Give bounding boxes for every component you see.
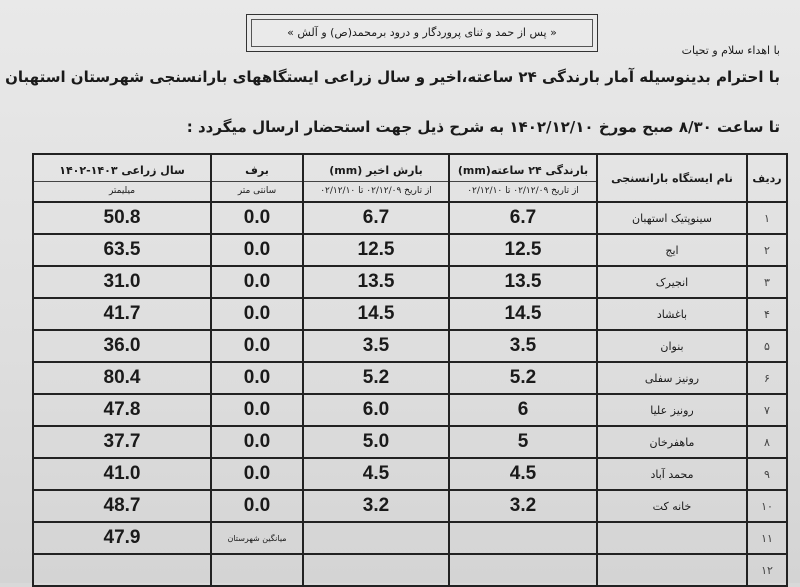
snow-title: برف bbox=[212, 160, 302, 182]
recent-rain-value-cell: 5.2 bbox=[303, 362, 449, 394]
table-row bbox=[33, 490, 787, 522]
year-total-value-cell: 36.0 bbox=[33, 330, 211, 362]
recent-rain-value-cell: 6.0 bbox=[303, 394, 449, 426]
row-index-cell: ۷ bbox=[747, 394, 787, 426]
recent-rain-value-cell: 5.0 bbox=[303, 426, 449, 458]
rain24-value-cell: 14.5 bbox=[449, 298, 597, 330]
table-row bbox=[33, 234, 787, 266]
snow-value-cell: 0.0 bbox=[211, 234, 303, 266]
snow-value-cell: 0.0 bbox=[211, 490, 303, 522]
station-name-cell: باغشاد bbox=[597, 298, 747, 330]
greeting: با اهداء سلام و تحیات bbox=[681, 44, 780, 57]
col-row-header: ردیف bbox=[747, 154, 787, 202]
table-row bbox=[33, 554, 787, 586]
year-total-value-cell: 41.7 bbox=[33, 298, 211, 330]
table-row bbox=[33, 330, 787, 362]
snow-value-cell: 0.0 bbox=[211, 426, 303, 458]
year-total-value-cell: 63.5 bbox=[33, 234, 211, 266]
col-year-header bbox=[33, 154, 211, 202]
rain24-value-cell: 3.5 bbox=[449, 330, 597, 362]
year-title: سال زراعی ۱۴۰۳-۱۴۰۲ bbox=[34, 160, 210, 182]
snow-value-cell: 0.0 bbox=[211, 458, 303, 490]
rain24-value-cell: 4.5 bbox=[449, 458, 597, 490]
row-index-cell: ۳ bbox=[747, 266, 787, 298]
table-header-row bbox=[33, 154, 787, 202]
year-total-value-cell: 50.8 bbox=[33, 202, 211, 234]
row-index-cell: ۵ bbox=[747, 330, 787, 362]
station-name-cell: خانه کت bbox=[597, 490, 747, 522]
station-name-cell bbox=[597, 554, 747, 586]
col-snow-header bbox=[211, 154, 303, 202]
station-name-cell: ماهفرخان bbox=[597, 426, 747, 458]
row-index-cell: ۸ bbox=[747, 426, 787, 458]
snow-value-cell: 0.0 bbox=[211, 298, 303, 330]
rain24-value-cell: 5 bbox=[449, 426, 597, 458]
snow-value-cell: 0.0 bbox=[211, 330, 303, 362]
recent-rain-value-cell: 4.5 bbox=[303, 458, 449, 490]
header-frame bbox=[246, 14, 598, 52]
table-row bbox=[33, 458, 787, 490]
station-name-cell: محمد آباد bbox=[597, 458, 747, 490]
recent-rain-value-cell bbox=[303, 554, 449, 586]
station-name-cell: سینوپتیک استهبان bbox=[597, 202, 747, 234]
row-index-cell: ۱ bbox=[747, 202, 787, 234]
rain24-value-cell: 13.5 bbox=[449, 266, 597, 298]
recent-title: بارش اخیر (mm) bbox=[304, 160, 448, 182]
recent-rain-value-cell: 14.5 bbox=[303, 298, 449, 330]
rain24-value-cell: 5.2 bbox=[449, 362, 597, 394]
table-row bbox=[33, 394, 787, 426]
year-total-value-cell: 80.4 bbox=[33, 362, 211, 394]
row-index-cell: ۱۲ bbox=[747, 554, 787, 586]
year-total-value-cell: 31.0 bbox=[33, 266, 211, 298]
snow-value-cell: 0.0 bbox=[211, 362, 303, 394]
year-total-value-cell: 41.0 bbox=[33, 458, 211, 490]
col-station-header: نام ایستگاه بارانسنجی bbox=[597, 154, 747, 202]
recent-rain-value-cell: 12.5 bbox=[303, 234, 449, 266]
row-index-cell: ۱۰ bbox=[747, 490, 787, 522]
table-row bbox=[33, 426, 787, 458]
recent-rain-value-cell: 13.5 bbox=[303, 266, 449, 298]
rain24-value-cell bbox=[449, 554, 597, 586]
snow-value-cell: میانگین شهرستان bbox=[211, 522, 303, 554]
station-name-cell: بنوان bbox=[597, 330, 747, 362]
year-total-value-cell: 47.9 bbox=[33, 522, 211, 554]
station-name-cell: رونیز علیا bbox=[597, 394, 747, 426]
station-name-cell bbox=[597, 522, 747, 554]
snow-value-cell bbox=[211, 554, 303, 586]
intro-line-1: با احترام بدینوسیله آمار بارندگی ۲۴ ساعته،اخیر و سال زراعی ایستگاههای بارانسنجی شهرستان استهبان bbox=[5, 68, 780, 86]
row-index-cell: ۱۱ bbox=[747, 522, 787, 554]
snow-value-cell: 0.0 bbox=[211, 202, 303, 234]
row-index-cell: ۴ bbox=[747, 298, 787, 330]
rain24-value-cell: 6.7 bbox=[449, 202, 597, 234]
table-row bbox=[33, 522, 787, 554]
snow-value-cell: 0.0 bbox=[211, 266, 303, 298]
recent-rain-value-cell: 3.5 bbox=[303, 330, 449, 362]
rain24-value-cell: 6 bbox=[449, 394, 597, 426]
snow-value-cell: 0.0 bbox=[211, 394, 303, 426]
recent-rain-value-cell: 6.7 bbox=[303, 202, 449, 234]
recent-rain-value-cell bbox=[303, 522, 449, 554]
row-index-cell: ۹ bbox=[747, 458, 787, 490]
year-total-value-cell: 47.8 bbox=[33, 394, 211, 426]
rainfall-table bbox=[32, 153, 788, 587]
intro-line-2: تا ساعت ۸/۳۰ صبح مورخ ۱۴۰۲/۱۲/۱۰ به شرح ذیل جهت استحضار ارسال میگردد : bbox=[186, 118, 780, 136]
rain24-value-cell bbox=[449, 522, 597, 554]
table-row bbox=[33, 362, 787, 394]
table-row bbox=[33, 202, 787, 234]
rain24-value-cell: 12.5 bbox=[449, 234, 597, 266]
snow-unit: سانتی متر bbox=[237, 186, 277, 196]
rain24-value-cell: 3.2 bbox=[449, 490, 597, 522]
table-row bbox=[33, 266, 787, 298]
row-index-cell: ۶ bbox=[747, 362, 787, 394]
rain24-date: از تاریخ ۰۲/۱۲/۰۹ تا ۰۲/۱۲/۱۰ bbox=[467, 186, 579, 196]
rain24-title: بارندگی ۲۴ ساعته(mm) bbox=[450, 160, 596, 182]
year-unit: میلیمتر bbox=[108, 186, 136, 196]
header-text: « پس از حمد و ثنای پروردگار و درود برمحمد(ص) و آلش » bbox=[251, 19, 593, 47]
table-body bbox=[33, 202, 787, 586]
recent-date: از تاریخ ۰۲/۱۲/۰۹ تا ۰۲/۱۲/۱۰ bbox=[320, 186, 432, 196]
col-recent-header bbox=[303, 154, 449, 202]
year-total-value-cell: 48.7 bbox=[33, 490, 211, 522]
recent-rain-value-cell: 3.2 bbox=[303, 490, 449, 522]
station-name-cell: انجیرک bbox=[597, 266, 747, 298]
year-total-value-cell bbox=[33, 554, 211, 586]
station-name-cell: رونیز سفلی bbox=[597, 362, 747, 394]
station-name-cell: ایج bbox=[597, 234, 747, 266]
col-rain24-header bbox=[449, 154, 597, 202]
row-index-cell: ۲ bbox=[747, 234, 787, 266]
year-total-value-cell: 37.7 bbox=[33, 426, 211, 458]
table-row bbox=[33, 298, 787, 330]
